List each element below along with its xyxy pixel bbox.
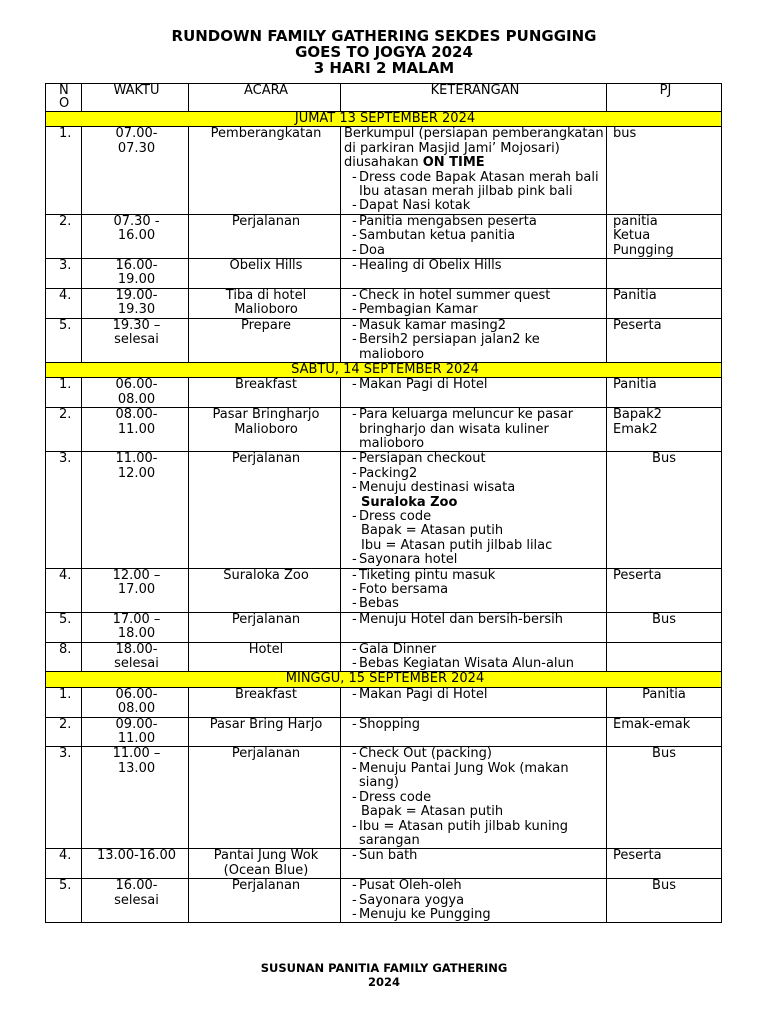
cell-acara [189,568,341,612]
keterangan-item: - Bebas [344,597,606,611]
keterangan-item: - Dress code [344,510,606,524]
cell-acara [189,612,341,642]
cell-pj [607,408,722,452]
cell-line: selesai [114,892,159,908]
keterangan-list [344,849,606,863]
cell-line: Malioboro [234,302,298,318]
keterangan-item: - Makan Pagi di Hotel [344,378,606,392]
cell-no: 2. [46,408,82,452]
cell-acara [189,687,341,717]
table-row [46,318,722,362]
keterangan-intro [344,127,606,170]
cell-line: 17.00 – [112,611,161,627]
cell-line: Pantai Jung Wok [213,848,319,864]
cell-waktu [82,288,189,318]
day-label: MINGGU, 15 SEPTEMBER 2024 [46,672,722,687]
day-label: SABTU, 14 SEPTEMBER 2024 [46,362,722,377]
keterangan-list [344,643,606,672]
table-row [46,408,722,452]
keterangan-item: - Sayonara hotel [344,553,606,567]
keterangan-list [344,452,606,495]
cell-pj [607,214,722,258]
cell-line: Bapak2 [613,407,662,423]
keterangan-list [344,215,606,258]
cell-waktu [82,747,189,849]
keterangan-list [344,171,606,214]
cell-line: Malioboro [234,421,298,437]
cell-line: 19.30 – [112,317,161,333]
keterangan-item: - Masuk kamar masing2 [344,319,606,333]
cell-acara [189,717,341,747]
cell-pj [607,747,722,849]
cell-keterangan [341,687,607,717]
keterangan-list [344,569,606,612]
cell-keterangan [341,642,607,672]
keterangan-item: - Shopping [344,718,606,732]
cell-pj [607,378,722,408]
header-keterangan: KETERANGAN [341,84,607,112]
cell-line: 16.00- [115,258,158,274]
keterangan-subline: Bapak = Atasan putih [361,804,504,820]
table-row [46,452,722,568]
cell-line: 18.00 [117,626,156,642]
keterangan-list [344,879,606,922]
cell-no: 3. [46,452,82,568]
cell-waktu [82,849,189,879]
cell-line: Bus [652,878,676,894]
cell-keterangan [341,127,607,214]
cell-pj [607,642,722,672]
keterangan-item: - Sambutan ketua panitia [344,229,606,243]
table-row [46,612,722,642]
cell-no: 3. [46,259,82,289]
table-row [46,378,722,408]
table-row [46,568,722,612]
cell-no: 5. [46,318,82,362]
keterangan-list [344,510,606,524]
cell-line: Ketua [613,228,651,244]
cell-line: Tiba di hotel [225,287,307,303]
cell-waktu [82,642,189,672]
cell-line: 08.00 [117,391,156,407]
table-row [46,642,722,672]
keterangan-list [344,688,606,702]
keterangan-item: - Tiketing pintu masuk [344,569,606,583]
cell-line: 08.00 [117,701,156,717]
table-row [46,849,722,879]
cell-line: 11.00 [117,731,156,747]
cell-keterangan [341,214,607,258]
intro-bold: ON TIME [422,155,485,171]
keterangan-list [344,747,606,805]
cell-keterangan [341,717,607,747]
cell-no: 1. [46,127,82,214]
keterangan-list [344,613,606,627]
cell-pj [607,568,722,612]
cell-no: 2. [46,717,82,747]
cell-line: Peserta [613,567,662,583]
cell-acara [189,408,341,452]
cell-line: Obelix Hills [229,258,303,274]
keterangan-item: - Para keluarga meluncur ke pasar bringharjo dan wisata kuliner malioboro [344,408,606,451]
keterangan-list [344,289,606,318]
cell-acara [189,849,341,879]
cell-waktu [82,568,189,612]
keterangan-item: - Menuju Hotel dan bersih-bersih [344,613,606,627]
cell-waktu [82,452,189,568]
footer-line-2: 2024 [367,975,400,989]
cell-line: Pungging [613,242,674,258]
keterangan-item: - Sun bath [344,849,606,863]
cell-pj [607,127,722,214]
title-line-1: RUNDOWN FAMILY GATHERING SEKDES PUNGGING [171,27,597,45]
title-line-2: GOES TO JOGYA 2024 [295,43,473,61]
cell-acara [189,318,341,362]
cell-line: 13.00 [117,760,156,776]
day-label: JUMAT 13 SEPTEMBER 2024 [46,112,722,127]
keterangan-subline: Ibu = Atasan putih jilbab lilac [361,537,553,553]
cell-pj [607,259,722,289]
intro-text: Berkumpul (persiapan pemberangkatan di parkiran Masjid Jami’ Mojosari) diusahakan [344,126,604,171]
table-row [46,214,722,258]
keterangan-item: - Pusat Oleh-oleh [344,879,606,893]
cell-acara [189,378,341,408]
document-title [0,28,768,76]
cell-line: Bus [652,451,676,467]
cell-keterangan [341,378,607,408]
cell-line: 12.00 [117,465,156,481]
cell-pj [607,288,722,318]
cell-line: Peserta [613,317,662,333]
cell-waktu [82,612,189,642]
cell-acara [189,259,341,289]
keterangan-item: - Bersih2 persiapan jalan2 ke malioboro [344,333,606,362]
day-header-row [46,112,722,127]
cell-line: 07.30 [117,140,156,156]
cell-no: 4. [46,849,82,879]
rundown-table-body [46,84,722,923]
keterangan-item: - Sayonara yogya [344,894,606,908]
keterangan-item: - Dress code [344,791,606,805]
cell-pj [607,717,722,747]
cell-line: panitia [613,213,658,229]
header-waktu: WAKTU [82,84,189,112]
cell-acara [189,642,341,672]
cell-keterangan [341,318,607,362]
keterangan-list [344,378,606,392]
cell-keterangan [341,288,607,318]
cell-line: 07.30 - [113,213,160,229]
keterangan-item: - Packing2 [344,467,606,481]
cell-line: 19.00 [117,272,156,288]
cell-line: 12.00 – [112,567,161,583]
cell-keterangan [341,747,607,849]
cell-acara [189,127,341,214]
cell-acara [189,288,341,318]
cell-line: 13.00-16.00 [96,848,177,864]
cell-line: 16.00 [117,228,156,244]
cell-no: 3. [46,747,82,849]
cell-line: Perjalanan [231,611,301,627]
cell-line: Prepare [241,317,291,333]
cell-keterangan [341,568,607,612]
keterangan-item: - Panitia mengabsen peserta [344,215,606,229]
cell-no: 2. [46,214,82,258]
cell-line: 08.00- [115,407,158,423]
cell-line: 16.00- [115,878,158,894]
cell-keterangan [341,408,607,452]
footer-line-1: SUSUNAN PANITIA FAMILY GATHERING [260,961,508,975]
cell-line: selesai [114,656,159,672]
cell-line: Suraloka Zoo [223,567,309,583]
header-no: N O [46,84,82,112]
cell-line: 09.00- [115,716,158,732]
keterangan-list [344,718,606,732]
cell-pj [607,612,722,642]
cell-line: Pasar Bringharjo [212,407,320,423]
cell-pj [607,452,722,568]
cell-line: (Ocean Blue) [223,862,309,878]
cell-line: 06.00- [115,686,158,702]
keterangan-subline: Bapak = Atasan putih [361,523,504,539]
cell-line: Perjalanan [231,878,301,894]
cell-line: Perjalanan [231,746,301,762]
cell-waktu [82,687,189,717]
cell-line: Hotel [248,641,284,657]
keterangan-item: - Menuju destinasi wisata [344,481,606,495]
cell-pj [607,879,722,923]
keterangan-list [344,553,606,567]
keterangan-list [344,408,606,451]
cell-line: Peserta [613,848,662,864]
table-row [46,717,722,747]
table-row [46,288,722,318]
keterangan-list [344,319,606,362]
keterangan-bold: Suraloka Zoo [361,494,458,510]
cell-keterangan [341,452,607,568]
cell-keterangan [341,259,607,289]
cell-no: 4. [46,288,82,318]
cell-line: Pasar Bring Harjo [209,716,323,732]
keterangan-item: - Menuju ke Pungging [344,908,606,922]
day-header-row [46,672,722,687]
keterangan-item: - Pembagian Kamar [344,303,606,317]
cell-waktu [82,318,189,362]
cell-line: Bus [652,746,676,762]
cell-line: Perjalanan [231,213,301,229]
cell-line: 18.00- [115,641,158,657]
cell-keterangan [341,849,607,879]
cell-no: 1. [46,687,82,717]
table-row [46,747,722,849]
keterangan-item: - Dapat Nasi kotak [344,199,606,213]
cell-waktu [82,127,189,214]
cell-pj [607,849,722,879]
header-pj: PJ [607,84,722,112]
keterangan-item: - Ibu = Atasan putih jilbab kuning sarangan [344,820,606,849]
cell-line: selesai [114,332,159,348]
cell-line: Breakfast [235,686,297,702]
keterangan-item: - Persiapan checkout [344,452,606,466]
keterangan-item: - Makan Pagi di Hotel [344,688,606,702]
keterangan-item: - Check in hotel summer quest [344,289,606,303]
cell-waktu [82,408,189,452]
keterangan-item: - Bebas Kegiatan Wisata Alun-alun [344,657,606,671]
cell-line: 17.00 [117,582,156,597]
cell-line: 06.00- [115,377,158,393]
cell-no: 5. [46,612,82,642]
keterangan-item: - Check Out (packing) [344,747,606,761]
cell-waktu [82,214,189,258]
table-row [46,687,722,717]
cell-pj [607,318,722,362]
keterangan-list [344,820,606,849]
cell-no: 8. [46,642,82,672]
table-row [46,127,722,214]
table-row [46,879,722,923]
cell-keterangan [341,879,607,923]
cell-waktu [82,717,189,747]
cell-no: 5. [46,879,82,923]
cell-waktu [82,259,189,289]
cell-acara [189,214,341,258]
keterangan-item: - Dress code Bapak Atasan merah bali Ibu atasan merah jilbab pink bali [344,171,606,200]
keterangan-item: - Gala Dinner [344,643,606,657]
cell-waktu [82,879,189,923]
cell-waktu [82,378,189,408]
cell-line: Emak-emak [613,716,691,732]
cell-line: Panitia [613,287,657,303]
cell-acara [189,747,341,849]
cell-line: Emak2 [613,421,658,437]
table-header-row [46,84,722,112]
cell-line: 07.00- [115,126,158,142]
cell-line: bus [613,126,637,142]
cell-line: Breakfast [235,377,297,393]
keterangan-list [344,259,606,273]
title-line-3: 3 HARI 2 MALAM [313,59,455,77]
cell-acara [189,879,341,923]
rundown-table [45,83,722,923]
cell-line: Perjalanan [231,451,301,467]
keterangan-item: - Foto bersama [344,583,606,597]
cell-keterangan [341,612,607,642]
cell-no: 4. [46,568,82,612]
header-acara: ACARA [189,84,341,112]
keterangan-item: - Menuju Pantai Jung Wok (makan siang) [344,762,606,791]
keterangan-item: - Doa [344,244,606,258]
footer [0,961,768,989]
table-row [46,259,722,289]
cell-acara [189,452,341,568]
cell-no: 1. [46,378,82,408]
cell-line: Bus [652,611,676,627]
cell-line: 11.00 [117,421,156,437]
keterangan-item: - Healing di Obelix Hills [344,259,606,273]
cell-line: 19.30 [117,302,156,318]
cell-line: Pemberangkatan [210,126,322,142]
cell-line: 11.00- [115,451,158,467]
day-header-row [46,362,722,377]
cell-line: 19.00- [115,287,158,303]
cell-line: Panitia [642,686,686,702]
cell-pj [607,687,722,717]
cell-line: Panitia [613,377,657,393]
cell-line: 11.00 – [112,746,161,762]
